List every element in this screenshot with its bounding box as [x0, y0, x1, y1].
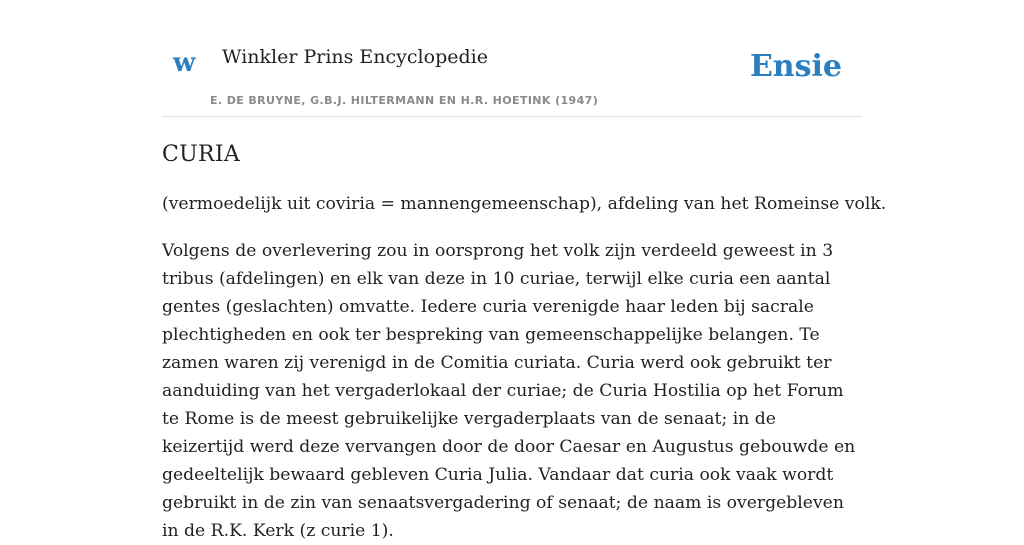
- article-title: CURIA: [162, 142, 241, 167]
- article-paragraph-body: Volgens de overlevering zou in oorsprong het volk zijn verdeeld geweest in 3 tribus (afdelingen) en elk van deze in 10 curiae, terwijl elke curia een aantal gentes (geslachten) omvatte. Iedere curia verenigde haar leden bij sacrale plechtigheden en ook ter bespreking van gemeenschappelijke belangen. Te zamen waren zij verenigd in de Comitia curiata. Curia werd ook gebruikt ter aanduiding van het vergaderlokaal der curiae; de Curia Hostilia op het Forum te Rome is de meest gebruikelijke vergaderplaats van de senaat; in de keizertijd werd deze vervangen door de door Caesar en Augustus gebouwde en gedeeltelijk bewaard gebleven Curia Julia. Vandaar dat curia ook vaak wordt gebruikt in de zin van senaatsvergadering of senaat; de naam is overgebleven in de R.K. Kerk (z curie 1).: [162, 241, 856, 541]
- ensie-logo-link[interactable]: Ensie: [749, 49, 842, 84]
- article-paragraph-definition: (vermoedelijk uit coviria = mannengemeenschap), afdeling van het Romeinse volk.: [162, 194, 887, 214]
- publication-logo-icon[interactable]: w: [173, 48, 196, 78]
- article: [162, 138, 887, 545]
- publication-authors: E. DE BRUYNE, G.B.J. HILTERMANN EN H.R. HOETINK (1947): [210, 94, 599, 107]
- publication-title[interactable]: Winkler Prins Encyclopedie: [222, 46, 488, 68]
- site-header: [162, 0, 862, 117]
